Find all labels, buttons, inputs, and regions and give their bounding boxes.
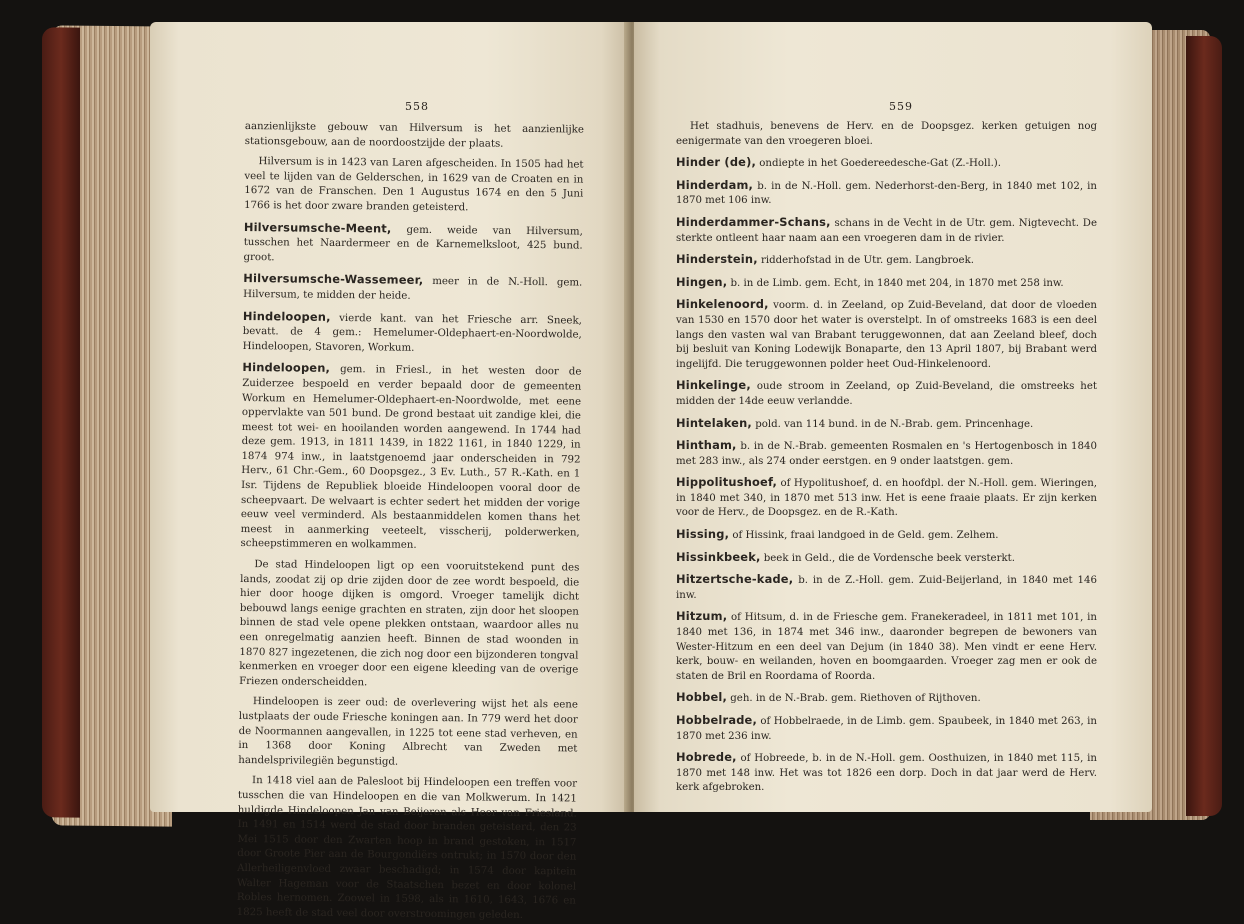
entry-headword: Hinderdam,	[676, 177, 754, 192]
entry-text: of Hobreede, b. in de N.-Holl. gem. Oosthuizen, in 1840 met 115, in 1870 met 148 inw. Het was tot 1826 een dorp. Doch in dat jaar werd de Herv. kerk afgebroken.	[676, 753, 1097, 794]
entry-text: In 1418 viel aan de Palesloot bij Hindeloopen een treffen voor tusschen die van Hindeloopen en die van Molkwerum. In 1421 huldigde Hindeloopen Jan van Beijeren als Heer van Friesland. In 1491 en 1514 werd de stad door branden geteisterd, den 23 Mei 1515 door den Zwarten hoop in brand gestoken, in 1517 door Groote Pier aan de Bourgondiërs ontrukt; in 1570 door den Allerheiligenvloed zwaar beschadigd; in 1574 door kapitein Walter Hageman voor de Staatschen bezet en door kolonel Robles hernomen. Zoowel in 1598, als in 1610, 1643, 1676 en 1825 heeft de stad veel door overstroomingen geleden.	[236, 775, 578, 921]
entry-text: schans in de Vecht in de Utr. gem. Nigtevecht. De sterkte ontleent haar naam aan een vroegeren dam in de rivier.	[676, 217, 1097, 244]
text-paragraph	[237, 774, 578, 923]
dictionary-entry	[676, 550, 1097, 567]
entry-text: of Hitsum, d. in de Friesche gem. Franekeradeel, in 1811 met 101, in 1840 met 136, in 1874 met 346 inw., daaronder begrepen de bewoners van Wester-Hitzum en een deel van Dejum (in 1840 38). Men vindt er eene Herv. kerk, bouw- en weilanden, hoven en boomgaarden. Vroeger zag men er ook de staten de Bril en Roordama of Roorda.	[676, 612, 1097, 682]
page-number-right: 559	[889, 100, 913, 113]
entry-text: oude stroom in Zeeland, op Zuid-Beveland, die omstreeks het midden der 14de eeuw verlandde.	[676, 381, 1097, 407]
entry-text: b. in de N.-Brab. gemeenten Rosmalen en 's Hertogenbosch in 1840 met 283 inw., als 274 onder eerstgen. en 9 onder laatstgen. gem.	[676, 441, 1097, 467]
entry-headword: Hintham,	[676, 438, 737, 453]
page-number-left: 558	[405, 100, 429, 113]
dictionary-entry	[676, 178, 1097, 209]
entry-headword: Hitzertsche-kade,	[676, 572, 794, 587]
dictionary-entry	[676, 475, 1097, 521]
entry-headword: Hindeloopen,	[242, 360, 331, 376]
right-text-column	[676, 120, 1097, 796]
entry-text: ridderhofstad in de Utr. gem. Langbroek.	[760, 255, 975, 267]
book-binding-left	[42, 27, 80, 817]
entry-headword: Hindeloopen,	[242, 308, 331, 324]
text-paragraph	[239, 558, 579, 693]
entry-text: vierde kant. van het Friesche arr. Sneek, bevatt. de 4 gem.: Hemelumer-Oldephaert-en-Noordwolde, Hindeloopen, Stavoren, Workum.	[242, 312, 582, 354]
dictionary-entry	[676, 609, 1097, 684]
entry-headword: Hobbel,	[676, 690, 728, 705]
dictionary-entry	[243, 271, 582, 306]
entry-text: ondiepte in het Goedereedesche-Gat (Z.-Holl.).	[759, 158, 1002, 170]
entry-headword: Hobrede,	[676, 750, 737, 765]
entry-text: b. in de Z.-Holl. gem. Zuid-Beijerland, in 1840 met 146 inw.	[676, 575, 1097, 601]
entry-text: meer in de N.-Holl. gem. Hilversum, te midden der heide.	[243, 276, 583, 302]
entry-text: voorm. d. in Zeeland, op Zuid-Beveland, dat door de vloeden van 1530 en 1570 door het water is overstelpt. In of omstreeks 1683 is een deel langs den vasten wal van Brabant teruggewonnen, dat aan Zeeland bleef, doch bij besluit van Koning Lodewijk Bonaparte, den 13 April 1807, bij Brabant werd ingelijfd. Die teruggewonnen polder heet Oud-Hinkelenoord.	[676, 300, 1097, 370]
entry-headword: Hingen,	[676, 274, 728, 289]
entry-headword: Hinderstein,	[676, 252, 758, 267]
dictionary-entry	[676, 527, 1097, 544]
left-page	[150, 22, 630, 921]
dictionary-entry	[240, 360, 581, 555]
entry-text: b. in de Limb. gem. Echt, in 1840 met 204, in 1870 met 258 inw.	[730, 277, 1064, 289]
entry-headword: Hippolitushoef,	[676, 475, 778, 490]
entry-headword: Hintelaken,	[676, 415, 752, 430]
entry-text: gem. weide van Hilversum, tusschen het Naardermeer en de Karnemelksloot, 425 bund. groot.	[243, 224, 583, 264]
entry-headword: Hinder (de),	[676, 155, 757, 170]
entry-headword: Hobbelrade,	[676, 713, 758, 727]
text-paragraph	[676, 120, 1097, 149]
entry-text: Het stadhuis, benevens de Herv. en de Doopsgez. kerken getuigen nog eenigermate van den vroegeren bloei.	[676, 121, 1097, 147]
dictionary-entry	[676, 378, 1097, 409]
dictionary-entry	[676, 572, 1097, 603]
entry-text: beek in Geld., die de Vordensche beek versterkt.	[763, 552, 1015, 564]
entry-text: Hilversum is in 1423 van Laren afgescheiden. In 1505 had het veel te lijden van de Gelderschen, in 1629 van de Croaten en in 1672 van de Franschen. Den 1 Augustus 1674 en den 5 Juni 1766 is het door zware branden geteisterd.	[244, 156, 584, 214]
entry-text: of Hobbelraede, in de Limb. gem. Spaubeek, in 1840 met 263, in 1870 met 236 inw.	[676, 716, 1097, 742]
dictionary-entry	[676, 275, 1097, 292]
left-text-column	[237, 120, 584, 924]
text-paragraph	[244, 155, 584, 217]
entry-text: of Hissink, fraai landgoed in de Geld. gem. Zelhem.	[732, 530, 999, 542]
book-binding-right	[1186, 36, 1222, 816]
entry-headword: Hilversumsche-Meent,	[243, 219, 392, 236]
dictionary-entry	[676, 297, 1097, 372]
dictionary-entry	[676, 713, 1097, 744]
entry-text: b. in de N.-Holl. gem. Nederhorst-den-Berg, in 1840 met 102, in 1870 met 106 inw.	[676, 180, 1097, 207]
entry-text: geh. in de N.-Brab. gem. Riethoven of Rijthoven.	[730, 693, 981, 705]
entry-headword: Hinderdammer-Schans,	[676, 214, 831, 229]
entry-headword: Hissing,	[676, 527, 730, 542]
entry-text: pold. van 114 bund. in de N.-Brab. gem. Princenhage.	[755, 418, 1034, 430]
entry-text: of Hypolitushoef, d. en hoofdpl. der N.-Holl. gem. Wieringen, in 1840 met 340, in 1870 met 513 inw. Het is eene fraaie plaats. Er zijn kerken voor de Herv., de Doopsgez. en de R.-Kath.	[676, 478, 1097, 519]
entry-headword: Hissinkbeek,	[676, 549, 761, 564]
dictionary-entry	[676, 155, 1097, 172]
right-page	[634, 22, 1152, 812]
dictionary-entry	[243, 220, 582, 269]
text-paragraph	[245, 120, 584, 153]
dictionary-entry	[676, 252, 1097, 269]
entry-text: gem. in Friesl., in het westen door de Zuiderzee bespoeld en verder bepaald door de gemeenten Workum en Hemelumer-Oldephaert-en-Noordwolde, met eene oppervlakte van 501 bund. De grond bestaat uit zandige klei, die meest tot wei- en hooilanden worden aangewend. In 1744 had deze gem. 1913, in 1811 1439, in 1822 1161, in 1840 1229, in 1874 974 inw., in laatstgenoemd jaar onderscheiden in 792 Herv., 61 Chr.-Gem., 60 Doopsgez., 3 Ev. Luth., 57 R.-Kath. en 1 Isr. Tijdens de Republiek bloeide Hindeloopen vooral door de scheepvaart. De welvaart is echter sedert het midden der vorige eeuw veel verminderd. Als bestaanmiddelen komen thans het meest in aanmerking veeteelt, visscherij, polderwerken, scheepstimmeren en wolkammen.	[240, 364, 582, 552]
dictionary-entry	[676, 416, 1097, 433]
text-paragraph	[238, 695, 578, 772]
entry-headword: Hinkelinge,	[676, 378, 751, 393]
dictionary-entry	[676, 690, 1097, 707]
entry-headword: Hilversumsche-Wassemeer,	[243, 271, 424, 288]
entry-headword: Hinkelenoord,	[676, 297, 769, 312]
dictionary-entry	[243, 309, 582, 358]
entry-text: Hindeloopen is zeer oud: de overlevering wijst het als eene lustplaats der oude Friesche koningen aan. In 779 werd het door de Noormannen aangevallen, in 1225 tot eene stad verheven, en in 1368 door Koning Albrecht van Zweden met handelsprivilegiën begunstigd.	[238, 696, 578, 768]
entry-text: aanzienlijkste gebouw van Hilversum is het aanzienlijke stationsgebouw, aan de noordoostzijde der plaats.	[244, 120, 584, 150]
dictionary-entry	[676, 215, 1097, 246]
dictionary-entry	[676, 750, 1097, 796]
entry-headword: Hitzum,	[676, 609, 728, 624]
entry-text: De stad Hindeloopen ligt op een vooruitstekend punt des lands, zoodat zij op drie zijden door de zee wordt bespoeld, die hier door hooge dijken is omgord. Vroeger tamelijk dicht bebouwd langs eenige grachten en straten, zijn door het sloopen binnen de stad vele opene plekken ontstaan, waardoor alles nu een onregelmatig aanzien heeft. Binnen de stad woonden in 1870 827 ingezetenen, die zich nog door een bijzonderen tongval kenmerken en vroeger door een eigene kleeding van de overige Friezen onderscheidden.	[239, 559, 580, 689]
dictionary-entry	[676, 438, 1097, 469]
